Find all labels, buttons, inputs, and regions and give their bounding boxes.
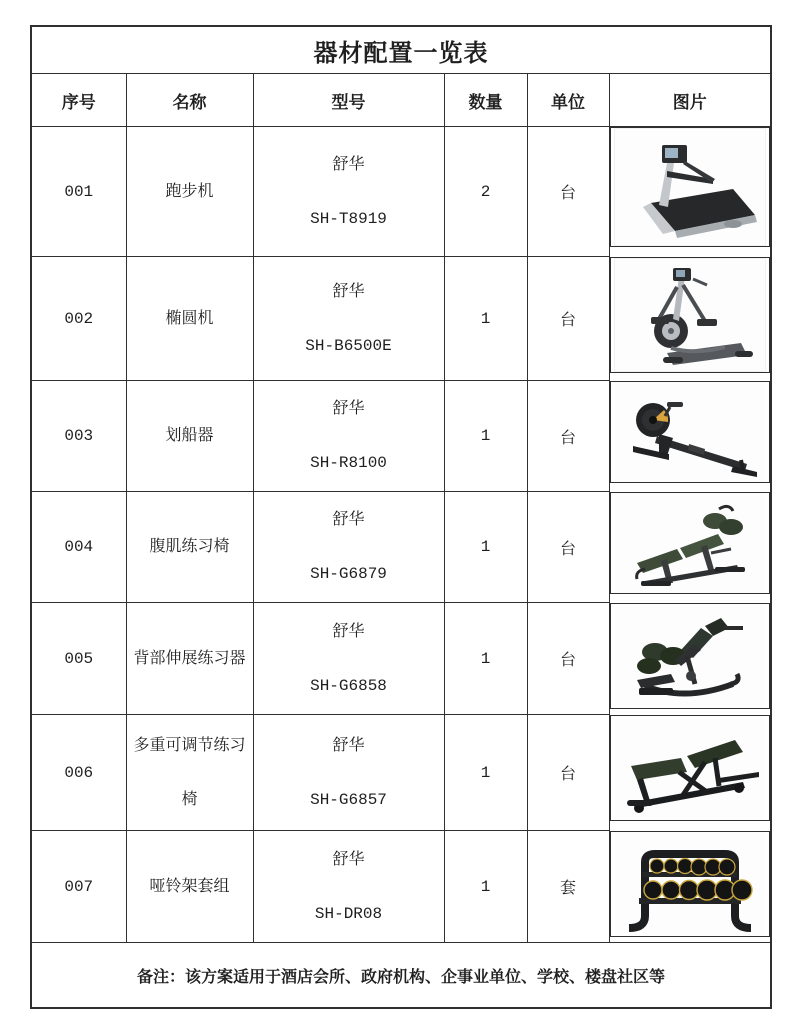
brand: 舒华 bbox=[332, 850, 365, 868]
quantity: 2 bbox=[444, 127, 527, 257]
equipment-name: 背部伸展练习器 bbox=[126, 603, 253, 715]
brand: 舒华 bbox=[332, 400, 365, 417]
unit: 台 bbox=[527, 715, 609, 831]
quantity: 1 bbox=[444, 603, 527, 715]
brand: 舒华 bbox=[332, 282, 365, 300]
model-number: SH-DR08 bbox=[314, 904, 383, 923]
brand: 舒华 bbox=[332, 622, 365, 640]
serial-no: 004 bbox=[31, 492, 126, 603]
equipment-name: 划船器 bbox=[126, 381, 253, 492]
serial-no: 007 bbox=[31, 831, 126, 943]
equipment-name: 哑铃架套组 bbox=[126, 831, 253, 943]
col-header-unit: 单位 bbox=[527, 74, 609, 127]
serial-no: 005 bbox=[31, 603, 126, 715]
rowing-machine-image bbox=[615, 382, 765, 482]
footer-note: 备注：该方案适用于酒店会所、政府机构、企事业单位、学校、楼盘社区等 bbox=[31, 943, 771, 1009]
col-header-no: 序号 bbox=[31, 74, 126, 127]
table-row bbox=[31, 715, 771, 831]
model-number: SH-R8100 bbox=[310, 454, 387, 472]
model-cell bbox=[254, 265, 444, 373]
table-footer-row bbox=[31, 943, 771, 1009]
image-cell bbox=[610, 127, 771, 247]
page-title: 器材配置一览表 bbox=[31, 26, 771, 74]
serial-no: 006 bbox=[31, 715, 126, 831]
image-cell bbox=[610, 381, 771, 483]
quantity: 1 bbox=[444, 715, 527, 831]
unit: 台 bbox=[527, 257, 609, 381]
unit: 台 bbox=[527, 127, 609, 257]
table-row bbox=[31, 603, 771, 715]
col-header-image: 图片 bbox=[609, 74, 771, 127]
equipment-table bbox=[30, 25, 772, 1009]
table-row bbox=[31, 381, 771, 492]
col-header-name: 名称 bbox=[126, 74, 253, 127]
model-number: SH-B6500E bbox=[305, 336, 392, 355]
treadmill-image bbox=[614, 128, 766, 246]
model-number: SH-G6857 bbox=[310, 790, 387, 809]
image-cell bbox=[610, 492, 771, 594]
model-number: SH-G6858 bbox=[310, 676, 387, 695]
brand: 舒华 bbox=[332, 155, 365, 173]
quantity: 1 bbox=[444, 831, 527, 943]
col-header-qty: 数量 bbox=[444, 74, 527, 127]
table-row bbox=[31, 831, 771, 943]
model-number: SH-G6879 bbox=[310, 565, 387, 583]
brand: 舒华 bbox=[332, 736, 365, 754]
adjustable-bench-image bbox=[615, 716, 765, 820]
unit: 台 bbox=[527, 381, 609, 492]
dumbbell-rack-image bbox=[615, 832, 765, 936]
table-header-row bbox=[31, 74, 771, 127]
quantity: 1 bbox=[444, 257, 527, 381]
model-cell bbox=[254, 493, 444, 601]
equipment-name: 多重可调节练习椅 bbox=[126, 715, 253, 831]
model-cell bbox=[254, 605, 444, 713]
image-cell bbox=[610, 715, 771, 821]
table-row bbox=[31, 127, 771, 257]
unit: 台 bbox=[527, 492, 609, 603]
unit: 套 bbox=[527, 831, 609, 943]
quantity: 1 bbox=[444, 381, 527, 492]
model-cell bbox=[254, 719, 444, 827]
model-number: SH-T8919 bbox=[310, 209, 387, 228]
table-row bbox=[31, 492, 771, 603]
model-cell bbox=[254, 382, 444, 490]
image-cell bbox=[610, 831, 771, 937]
quantity: 1 bbox=[444, 492, 527, 603]
elliptical-image bbox=[614, 258, 766, 372]
equipment-name: 腹肌练习椅 bbox=[126, 492, 253, 603]
serial-no: 001 bbox=[31, 127, 126, 257]
table-row bbox=[31, 257, 771, 381]
serial-no: 002 bbox=[31, 257, 126, 381]
image-cell bbox=[610, 257, 771, 373]
model-cell bbox=[254, 833, 444, 941]
ab-bench-image bbox=[615, 493, 765, 593]
col-header-model: 型号 bbox=[253, 74, 444, 127]
brand: 舒华 bbox=[332, 511, 365, 528]
model-cell bbox=[254, 138, 444, 246]
table-title-row bbox=[31, 26, 771, 74]
image-cell bbox=[610, 603, 771, 709]
equipment-name: 椭圆机 bbox=[126, 257, 253, 381]
serial-no: 003 bbox=[31, 381, 126, 492]
equipment-name: 跑步机 bbox=[126, 127, 253, 257]
unit: 台 bbox=[527, 603, 609, 715]
back-extension-image bbox=[615, 604, 765, 708]
